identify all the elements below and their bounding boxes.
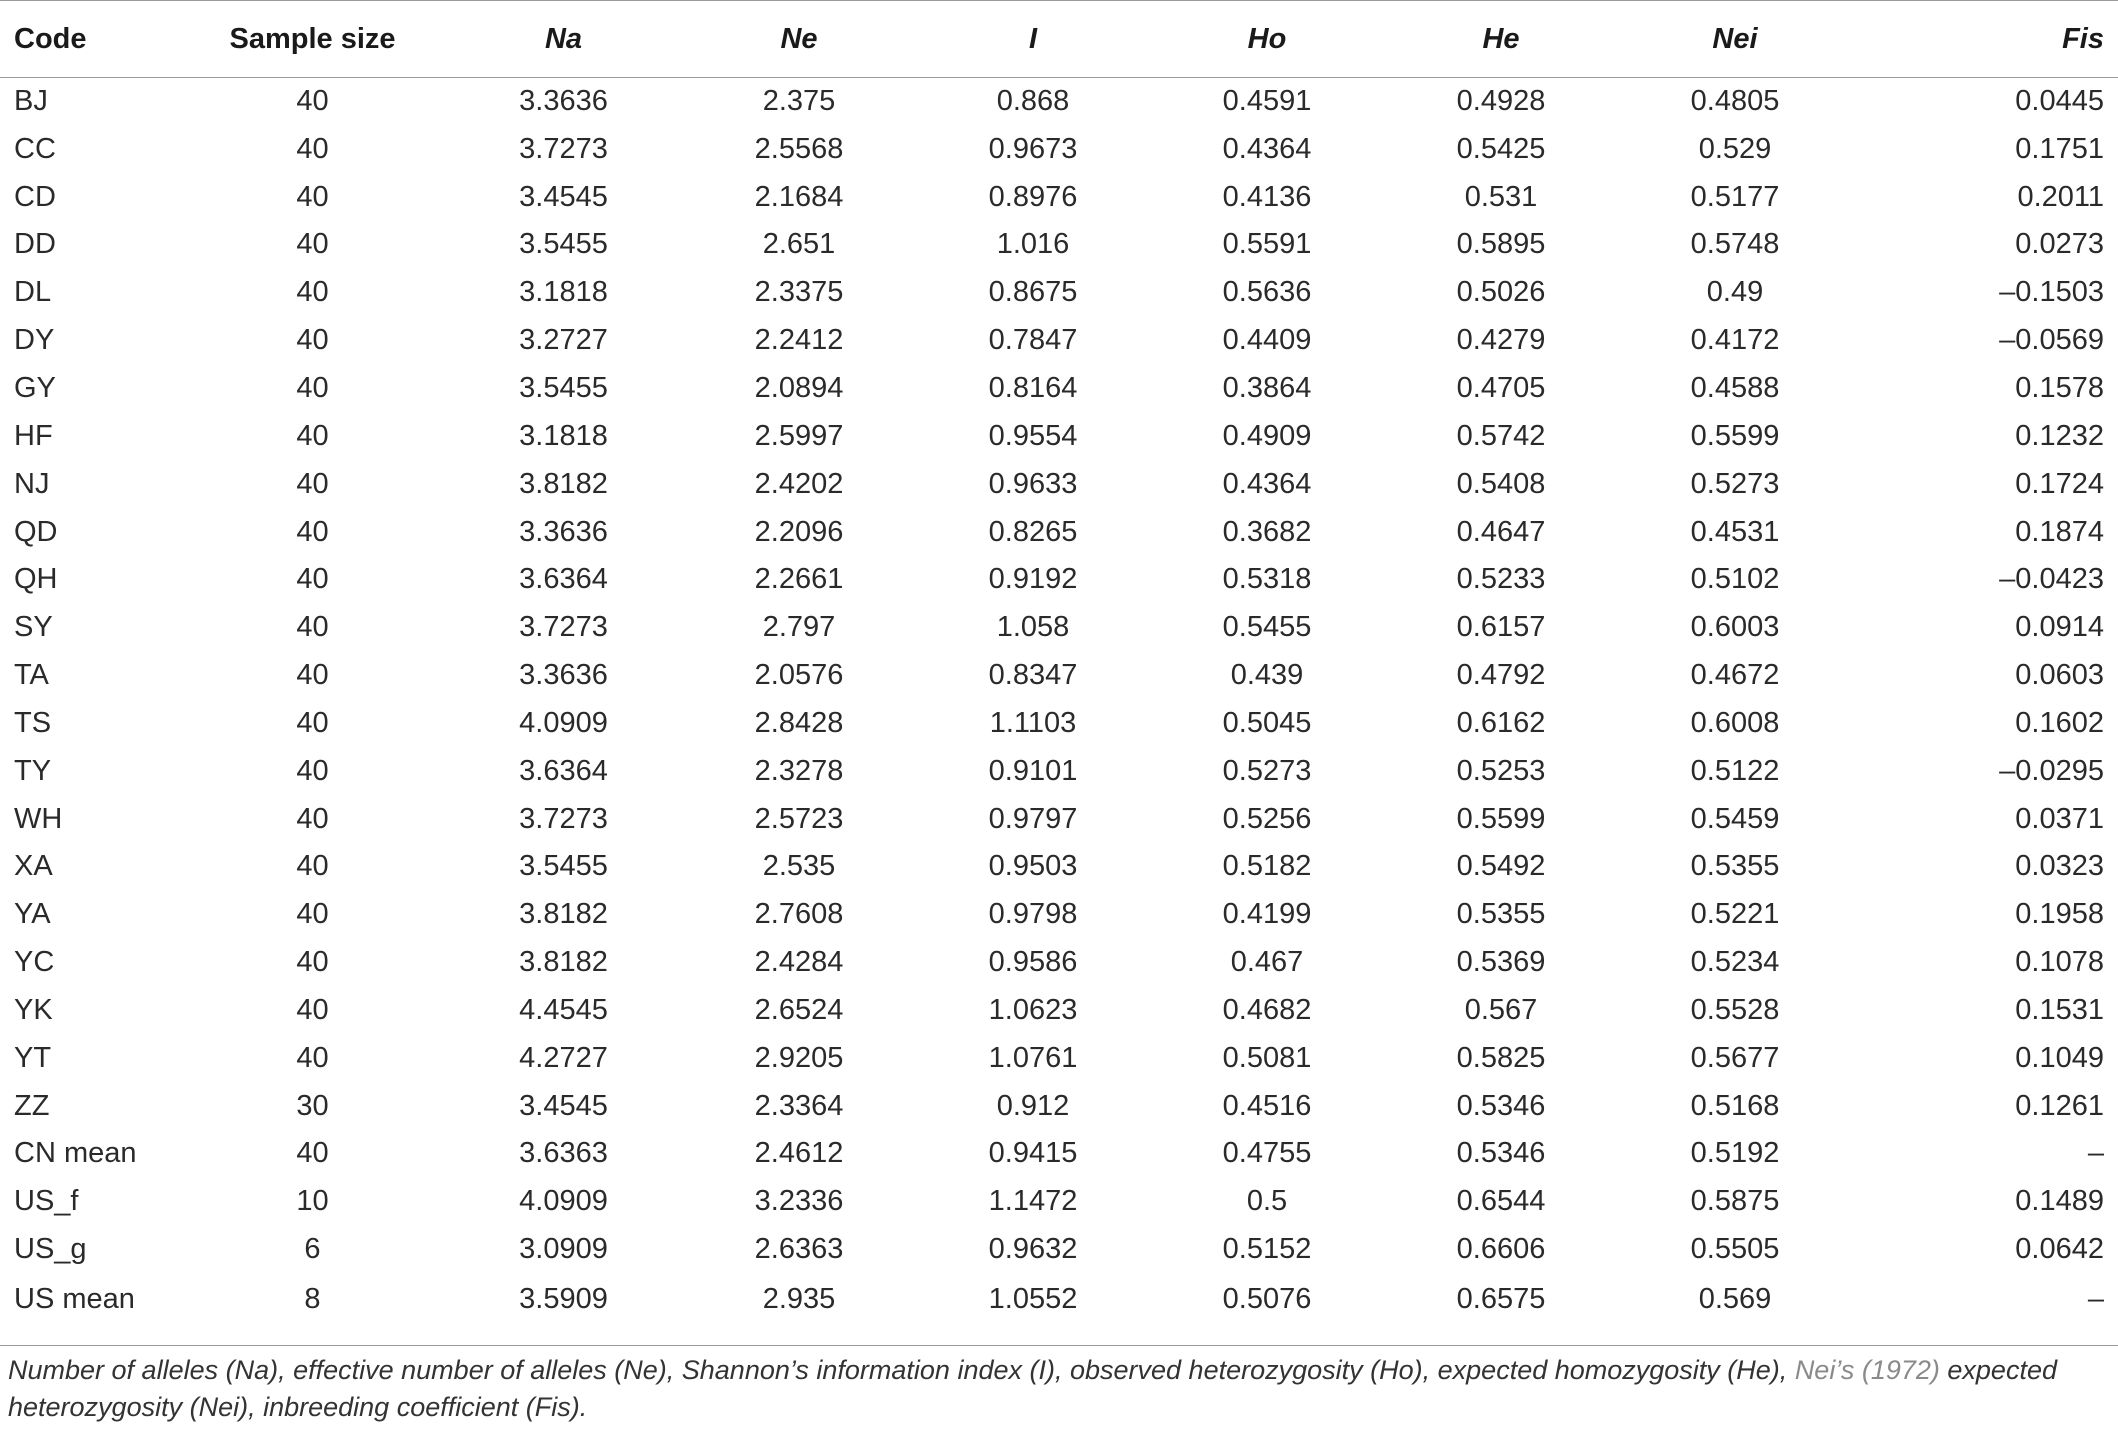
table-row bbox=[0, 1082, 2118, 1130]
cell-ho: 0.4364 bbox=[1222, 467, 1312, 500]
cell-fis: 0.1724 bbox=[2015, 467, 2104, 500]
cell-ne: 2.935 bbox=[762, 1283, 836, 1316]
cell-sample-size: 40 bbox=[296, 802, 329, 835]
cell-na: 3.5455 bbox=[519, 228, 608, 261]
cell-i: 1.0761 bbox=[988, 1041, 1078, 1074]
cell-fis: 0.0273 bbox=[2015, 228, 2104, 261]
cell-he: 0.5599 bbox=[1456, 802, 1546, 835]
table-row bbox=[0, 317, 2118, 365]
cell-ne: 2.535 bbox=[762, 850, 836, 883]
cell-i: 0.9673 bbox=[988, 132, 1078, 165]
table-row bbox=[0, 747, 2118, 795]
cell-code: QH bbox=[14, 563, 58, 596]
cell-i: 1.0623 bbox=[988, 993, 1078, 1026]
cell-fis: 0.0323 bbox=[2015, 850, 2104, 883]
cell-code: DD bbox=[14, 228, 56, 261]
cell-ho: 0.5152 bbox=[1222, 1233, 1312, 1266]
cell-ne: 2.1684 bbox=[754, 180, 844, 213]
cell-ho: 0.4136 bbox=[1222, 180, 1312, 213]
cell-na: 3.2727 bbox=[519, 324, 608, 357]
cell-sample-size: 40 bbox=[296, 85, 329, 118]
cell-nei: 0.6003 bbox=[1690, 611, 1780, 644]
cell-na: 3.3636 bbox=[519, 85, 608, 118]
cell-code: WH bbox=[14, 802, 63, 835]
cell-ne: 2.4612 bbox=[754, 1137, 844, 1170]
cell-sample-size: 40 bbox=[296, 706, 329, 739]
cell-i: 1.058 bbox=[996, 611, 1070, 644]
cell-fis: –0.0423 bbox=[1999, 563, 2104, 596]
table-row bbox=[0, 412, 2118, 460]
cell-he: 0.6544 bbox=[1456, 1185, 1546, 1218]
header-fis: Fis bbox=[1852, 1, 2118, 78]
cell-fis: –0.0569 bbox=[1999, 324, 2104, 357]
cell-i: 0.9415 bbox=[988, 1137, 1078, 1170]
cell-ne: 2.375 bbox=[762, 85, 836, 118]
cell-ne: 2.3364 bbox=[754, 1089, 844, 1122]
cell-na: 3.4545 bbox=[519, 180, 608, 213]
cell-he: 0.6606 bbox=[1456, 1233, 1546, 1266]
cell-fis: 0.1489 bbox=[2015, 1185, 2104, 1218]
cell-code: US_g bbox=[14, 1233, 87, 1266]
cell-ho: 0.4909 bbox=[1222, 419, 1312, 452]
cell-nei: 0.5528 bbox=[1690, 993, 1780, 1026]
cell-ne: 2.0894 bbox=[754, 371, 844, 404]
cell-sample-size: 40 bbox=[296, 132, 329, 165]
cell-i: 0.9192 bbox=[988, 563, 1078, 596]
footnote-text-start: Number of alleles (Na), effective number of alleles (Ne), Shannon’s information index (I), observed heterozygosity (Ho), expected homozygosity (He), bbox=[8, 1355, 1795, 1385]
cell-fis: 0.0914 bbox=[2015, 611, 2104, 644]
cell-fis: 0.1049 bbox=[2015, 1041, 2104, 1074]
cell-ho: 0.3682 bbox=[1222, 515, 1312, 548]
table-row bbox=[0, 460, 2118, 508]
cell-na: 3.8182 bbox=[519, 898, 608, 931]
cell-code: US mean bbox=[14, 1283, 135, 1316]
cell-he: 0.4792 bbox=[1456, 659, 1546, 692]
cell-nei: 0.4172 bbox=[1690, 324, 1780, 357]
cell-ho: 0.4516 bbox=[1222, 1089, 1312, 1122]
cell-ho: 0.5273 bbox=[1222, 754, 1312, 787]
cell-fis: 0.1602 bbox=[2015, 706, 2104, 739]
cell-ho: 0.467 bbox=[1230, 946, 1304, 979]
cell-sample-size: 40 bbox=[296, 1041, 329, 1074]
cell-code: XA bbox=[14, 850, 53, 883]
cell-sample-size: 8 bbox=[304, 1283, 321, 1316]
cell-sample-size: 40 bbox=[296, 515, 329, 548]
cell-i: 0.9101 bbox=[988, 754, 1078, 787]
cell-ne: 2.797 bbox=[762, 611, 836, 644]
table-row bbox=[0, 891, 2118, 939]
cell-sample-size: 40 bbox=[296, 324, 329, 357]
cell-fis: 0.1261 bbox=[2015, 1089, 2104, 1122]
cell-fis: –0.1503 bbox=[1999, 276, 2104, 309]
table-header bbox=[0, 1, 2118, 78]
cell-i: 0.9798 bbox=[988, 898, 1078, 931]
cell-i: 0.7847 bbox=[988, 324, 1078, 357]
header-sample-size: Sample size bbox=[180, 1, 445, 78]
cell-sample-size: 40 bbox=[296, 467, 329, 500]
cell-nei: 0.5102 bbox=[1690, 563, 1780, 596]
cell-na: 3.1818 bbox=[519, 419, 608, 452]
cell-ne: 2.3278 bbox=[754, 754, 844, 787]
cell-nei: 0.5221 bbox=[1690, 898, 1780, 931]
cell-i: 0.912 bbox=[996, 1089, 1070, 1122]
cell-na: 3.5909 bbox=[519, 1283, 608, 1316]
cell-ho: 0.5256 bbox=[1222, 802, 1312, 835]
table-row bbox=[0, 699, 2118, 747]
cell-ho: 0.5076 bbox=[1222, 1283, 1312, 1316]
cell-code: CN mean bbox=[14, 1137, 137, 1170]
cell-code: CC bbox=[14, 132, 56, 165]
table-row bbox=[0, 173, 2118, 221]
cell-sample-size: 40 bbox=[296, 1137, 329, 1170]
table-row bbox=[0, 1274, 2118, 1326]
table-row bbox=[0, 1226, 2118, 1274]
cell-i: 0.9503 bbox=[988, 850, 1078, 883]
cell-ne: 2.2412 bbox=[754, 324, 844, 357]
cell-ne: 2.0576 bbox=[754, 659, 844, 692]
table-row bbox=[0, 269, 2118, 317]
cell-nei: 0.5505 bbox=[1690, 1233, 1780, 1266]
cell-nei: 0.5748 bbox=[1690, 228, 1780, 261]
cell-he: 0.5492 bbox=[1456, 850, 1546, 883]
cell-ne: 2.651 bbox=[762, 228, 836, 261]
footnote-reference-link[interactable]: Nei’s (1972) bbox=[1794, 1355, 1940, 1385]
cell-sample-size: 40 bbox=[296, 563, 329, 596]
table-row bbox=[0, 221, 2118, 269]
cell-nei: 0.49 bbox=[1706, 276, 1764, 309]
cell-he: 0.5355 bbox=[1456, 898, 1546, 931]
cell-i: 0.8265 bbox=[988, 515, 1078, 548]
cell-na: 3.8182 bbox=[519, 946, 608, 979]
cell-code: YT bbox=[14, 1041, 52, 1074]
cell-ne: 2.2661 bbox=[754, 563, 844, 596]
header-ne: Ne bbox=[682, 1, 916, 78]
footnote-text-end: expected heterozygosity (Nei), inbreeding coefficient (Fis). bbox=[8, 1355, 2057, 1422]
cell-he: 0.4705 bbox=[1456, 371, 1546, 404]
cell-ho: 0.5045 bbox=[1222, 706, 1312, 739]
cell-i: 0.8675 bbox=[988, 276, 1078, 309]
cell-nei: 0.5122 bbox=[1690, 754, 1780, 787]
cell-he: 0.5408 bbox=[1456, 467, 1546, 500]
cell-code: GY bbox=[14, 371, 56, 404]
cell-nei: 0.5273 bbox=[1690, 467, 1780, 500]
cell-fis: –0.0295 bbox=[1999, 754, 2104, 787]
table-row bbox=[0, 125, 2118, 173]
cell-nei: 0.5677 bbox=[1690, 1041, 1780, 1074]
cell-fis: 0.1958 bbox=[2015, 898, 2104, 931]
cell-fis: 0.1232 bbox=[2015, 419, 2104, 452]
cell-nei: 0.5459 bbox=[1690, 802, 1780, 835]
cell-ho: 0.4364 bbox=[1222, 132, 1312, 165]
cell-ne: 2.3375 bbox=[754, 276, 844, 309]
cell-he: 0.5253 bbox=[1456, 754, 1546, 787]
header-i: I bbox=[916, 1, 1150, 78]
cell-he: 0.531 bbox=[1464, 180, 1538, 213]
cell-na: 4.2727 bbox=[519, 1041, 608, 1074]
cell-ne: 2.5723 bbox=[754, 802, 844, 835]
cell-na: 3.6363 bbox=[519, 1137, 608, 1170]
cell-na: 3.6364 bbox=[519, 754, 608, 787]
cell-nei: 0.4531 bbox=[1690, 515, 1780, 548]
cell-na: 4.0909 bbox=[519, 706, 608, 739]
cell-sample-size: 40 bbox=[296, 371, 329, 404]
cell-ne: 2.6363 bbox=[754, 1233, 844, 1266]
cell-fis: 0.1078 bbox=[2015, 946, 2104, 979]
cell-i: 0.9554 bbox=[988, 419, 1078, 452]
header-na: Na bbox=[445, 1, 682, 78]
table-row bbox=[0, 78, 2118, 126]
cell-na: 4.4545 bbox=[519, 993, 608, 1026]
header-nei: Nei bbox=[1618, 1, 1852, 78]
cell-i: 0.9633 bbox=[988, 467, 1078, 500]
cell-code: YC bbox=[14, 946, 55, 979]
cell-sample-size: 40 bbox=[296, 611, 329, 644]
cell-nei: 0.5192 bbox=[1690, 1137, 1780, 1170]
cell-i: 0.9586 bbox=[988, 946, 1078, 979]
cell-fis: 0.0642 bbox=[2015, 1233, 2104, 1266]
table-row bbox=[0, 652, 2118, 700]
cell-code: SY bbox=[14, 611, 53, 644]
cell-i: 0.8164 bbox=[988, 371, 1078, 404]
cell-code: TA bbox=[14, 659, 49, 692]
cell-sample-size: 40 bbox=[296, 898, 329, 931]
cell-ho: 0.5318 bbox=[1222, 563, 1312, 596]
cell-ho: 0.5636 bbox=[1222, 276, 1312, 309]
cell-code: YK bbox=[14, 993, 53, 1026]
cell-code: US_f bbox=[14, 1185, 79, 1218]
cell-he: 0.5233 bbox=[1456, 563, 1546, 596]
cell-nei: 0.5234 bbox=[1690, 946, 1780, 979]
cell-ne: 3.2336 bbox=[754, 1185, 844, 1218]
cell-ho: 0.5081 bbox=[1222, 1041, 1312, 1074]
cell-code: TY bbox=[14, 754, 52, 787]
cell-sample-size: 40 bbox=[296, 180, 329, 213]
cell-he: 0.5346 bbox=[1456, 1089, 1546, 1122]
cell-nei: 0.569 bbox=[1698, 1283, 1772, 1316]
cell-na: 3.0909 bbox=[519, 1233, 608, 1266]
cell-nei: 0.529 bbox=[1698, 132, 1772, 165]
table-row bbox=[0, 795, 2118, 843]
cell-code: QD bbox=[14, 515, 58, 548]
cell-code: YA bbox=[14, 898, 51, 931]
cell-fis: 0.0445 bbox=[2015, 85, 2104, 118]
cell-code: DL bbox=[14, 276, 52, 309]
cell-he: 0.5425 bbox=[1456, 132, 1546, 165]
cell-na: 3.7273 bbox=[519, 132, 608, 165]
cell-ho: 0.5455 bbox=[1222, 611, 1312, 644]
bottom-rule bbox=[0, 1345, 2118, 1346]
table-body bbox=[0, 78, 2118, 1326]
cell-i: 0.868 bbox=[996, 85, 1070, 118]
cell-ho: 0.4682 bbox=[1222, 993, 1312, 1026]
table-footnote bbox=[8, 1352, 2113, 1426]
cell-fis: 0.0603 bbox=[2015, 659, 2104, 692]
cell-ho: 0.5 bbox=[1246, 1185, 1288, 1218]
cell-ne: 2.4202 bbox=[754, 467, 844, 500]
cell-fis: – bbox=[2087, 1137, 2104, 1170]
table-row bbox=[0, 604, 2118, 652]
cell-na: 3.3636 bbox=[519, 659, 608, 692]
header-ho: Ho bbox=[1150, 1, 1384, 78]
cell-sample-size: 40 bbox=[296, 276, 329, 309]
cell-sample-size: 40 bbox=[296, 850, 329, 883]
table-row bbox=[0, 987, 2118, 1035]
cell-na: 4.0909 bbox=[519, 1185, 608, 1218]
cell-fis: 0.1751 bbox=[2015, 132, 2104, 165]
header-code: Code bbox=[0, 1, 180, 78]
cell-nei: 0.5355 bbox=[1690, 850, 1780, 883]
cell-i: 1.016 bbox=[996, 228, 1070, 261]
cell-code: BJ bbox=[14, 85, 48, 118]
cell-ne: 2.5997 bbox=[754, 419, 844, 452]
cell-na: 3.1818 bbox=[519, 276, 608, 309]
cell-he: 0.6157 bbox=[1456, 611, 1546, 644]
cell-na: 3.7273 bbox=[519, 611, 608, 644]
cell-sample-size: 6 bbox=[304, 1233, 321, 1266]
cell-code: HF bbox=[14, 419, 53, 452]
cell-nei: 0.6008 bbox=[1690, 706, 1780, 739]
cell-ne: 2.8428 bbox=[754, 706, 844, 739]
cell-na: 3.8182 bbox=[519, 467, 608, 500]
cell-nei: 0.4672 bbox=[1690, 659, 1780, 692]
cell-ne: 2.9205 bbox=[754, 1041, 844, 1074]
cell-sample-size: 40 bbox=[296, 659, 329, 692]
table-row bbox=[0, 1034, 2118, 1082]
cell-nei: 0.4588 bbox=[1690, 371, 1780, 404]
cell-he: 0.4279 bbox=[1456, 324, 1546, 357]
cell-sample-size: 40 bbox=[296, 228, 329, 261]
cell-na: 3.7273 bbox=[519, 802, 608, 835]
cell-ne: 2.7608 bbox=[754, 898, 844, 931]
cell-nei: 0.4805 bbox=[1690, 85, 1780, 118]
cell-sample-size: 40 bbox=[296, 993, 329, 1026]
cell-he: 0.6162 bbox=[1456, 706, 1546, 739]
cell-ho: 0.5182 bbox=[1222, 850, 1312, 883]
cell-ho: 0.4755 bbox=[1222, 1137, 1312, 1170]
cell-na: 3.6364 bbox=[519, 563, 608, 596]
cell-code: NJ bbox=[14, 467, 50, 500]
cell-he: 0.4647 bbox=[1456, 515, 1546, 548]
cell-he: 0.5825 bbox=[1456, 1041, 1546, 1074]
table-row bbox=[0, 1178, 2118, 1226]
cell-code: ZZ bbox=[14, 1089, 50, 1122]
cell-nei: 0.5875 bbox=[1690, 1185, 1780, 1218]
cell-fis: 0.1531 bbox=[2015, 993, 2104, 1026]
cell-i: 1.1103 bbox=[989, 706, 1077, 739]
cell-fis: 0.1874 bbox=[2015, 515, 2104, 548]
cell-sample-size: 40 bbox=[296, 419, 329, 452]
cell-he: 0.4928 bbox=[1456, 85, 1546, 118]
cell-ne: 2.5568 bbox=[754, 132, 844, 165]
cell-i: 1.1472 bbox=[988, 1185, 1078, 1218]
cell-ho: 0.4591 bbox=[1222, 85, 1312, 118]
cell-ho: 0.4199 bbox=[1222, 898, 1312, 931]
cell-ho: 0.3864 bbox=[1222, 371, 1312, 404]
cell-nei: 0.5599 bbox=[1690, 419, 1780, 452]
cell-na: 3.5455 bbox=[519, 371, 608, 404]
cell-sample-size: 40 bbox=[296, 754, 329, 787]
header-he: He bbox=[1384, 1, 1618, 78]
table-row bbox=[0, 365, 2118, 413]
cell-fis: 0.2011 bbox=[2017, 180, 2104, 213]
cell-ne: 2.4284 bbox=[754, 946, 844, 979]
cell-code: DY bbox=[14, 324, 55, 357]
cell-sample-size: 30 bbox=[296, 1089, 329, 1122]
cell-he: 0.5026 bbox=[1456, 276, 1546, 309]
cell-i: 0.9797 bbox=[988, 802, 1078, 835]
cell-he: 0.567 bbox=[1464, 993, 1538, 1026]
cell-na: 3.3636 bbox=[519, 515, 608, 548]
table-row bbox=[0, 843, 2118, 891]
cell-fis: 0.1578 bbox=[2015, 371, 2104, 404]
cell-i: 0.8347 bbox=[988, 659, 1078, 692]
cell-i: 0.8976 bbox=[988, 180, 1078, 213]
cell-ne: 2.6524 bbox=[754, 993, 844, 1026]
cell-ho: 0.439 bbox=[1230, 659, 1304, 692]
cell-fis: 0.0371 bbox=[2015, 802, 2104, 835]
cell-sample-size: 40 bbox=[296, 946, 329, 979]
cell-nei: 0.5168 bbox=[1690, 1089, 1780, 1122]
table-row bbox=[0, 508, 2118, 556]
cell-code: TS bbox=[14, 706, 52, 739]
cell-ho: 0.4409 bbox=[1222, 324, 1312, 357]
cell-he: 0.5346 bbox=[1456, 1137, 1546, 1170]
cell-ho: 0.5591 bbox=[1222, 228, 1312, 261]
cell-he: 0.5369 bbox=[1456, 946, 1546, 979]
table-row bbox=[0, 939, 2118, 987]
cell-he: 0.5895 bbox=[1456, 228, 1546, 261]
cell-na: 3.5455 bbox=[519, 850, 608, 883]
cell-sample-size: 10 bbox=[296, 1185, 329, 1218]
header-row bbox=[0, 1, 2118, 78]
cell-na: 3.4545 bbox=[519, 1089, 608, 1122]
table-row bbox=[0, 1130, 2118, 1178]
cell-i: 0.9632 bbox=[988, 1233, 1078, 1266]
cell-fis: – bbox=[2087, 1283, 2104, 1316]
table-row bbox=[0, 556, 2118, 604]
cell-code: CD bbox=[14, 180, 56, 213]
cell-nei: 0.5177 bbox=[1690, 180, 1780, 213]
cell-he: 0.6575 bbox=[1456, 1283, 1546, 1316]
cell-i: 1.0552 bbox=[988, 1283, 1078, 1316]
cell-ne: 2.2096 bbox=[754, 515, 844, 548]
cell-he: 0.5742 bbox=[1456, 419, 1546, 452]
